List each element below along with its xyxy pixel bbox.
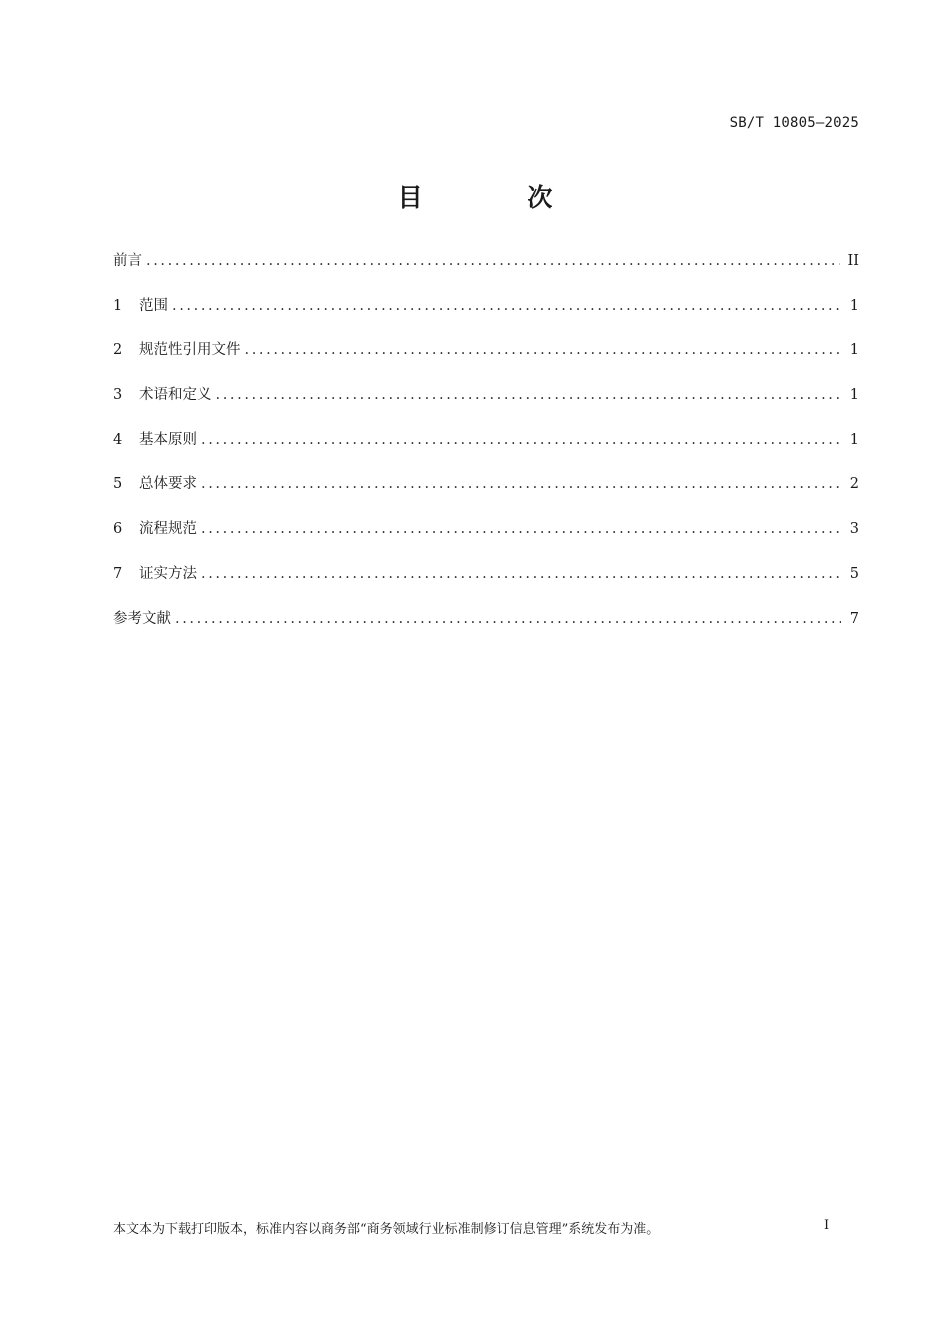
toc-entry-page: 7 — [849, 610, 859, 627]
toc-entry-page: 3 — [849, 521, 859, 538]
toc-entry-label: 规范性引用文件 — [139, 342, 241, 359]
toc-entry-page: 2 — [849, 476, 859, 493]
toc-entry-page: 1 — [849, 342, 859, 359]
toc-dot-leader — [216, 387, 842, 403]
toc-entry-number: 4 — [113, 431, 123, 448]
toc-entry-page: 5 — [849, 565, 859, 582]
toc-entry-normative-references[interactable] — [113, 338, 859, 383]
toc-entry-number: 5 — [113, 476, 123, 493]
toc-entry-page: 1 — [849, 431, 859, 448]
toc-entry-page: II — [847, 253, 859, 269]
toc-entry-label: 流程规范 — [139, 521, 197, 538]
toc-entry-basic-principles[interactable] — [113, 428, 859, 473]
toc-entry-terms-definitions[interactable] — [113, 383, 859, 428]
toc-entry-label: 总体要求 — [139, 476, 197, 493]
footer-disclaimer: 本文本为下载打印版本，标准内容以商务部“商务领域行业标准制修订信息管理”系统发布为准。 — [113, 1222, 660, 1237]
toc-entry-label: 范围 — [139, 297, 168, 314]
toc-dot-leader — [201, 476, 841, 492]
toc-entry-bibliography[interactable] — [113, 607, 859, 652]
toc-entry-foreword[interactable] — [113, 249, 859, 294]
toc-entry-label: 前言 — [113, 253, 142, 269]
toc-entry-scope[interactable] — [113, 294, 859, 339]
toc-dot-leader — [146, 253, 840, 269]
toc-entry-page: 1 — [849, 297, 859, 314]
toc-dot-leader — [245, 342, 842, 358]
toc-entry-number: 2 — [113, 342, 123, 359]
toc-entry-page: 1 — [849, 387, 859, 404]
toc-list — [113, 249, 859, 651]
toc-entry-number: 7 — [113, 565, 123, 582]
standard-number: SB/T 10805—2025 — [729, 115, 859, 131]
toc-entry-number: 6 — [113, 521, 123, 538]
toc-entry-verification-methods[interactable] — [113, 562, 859, 607]
toc-dot-leader — [172, 298, 841, 314]
toc-dot-leader — [201, 521, 841, 537]
toc-entry-general-requirements[interactable] — [113, 472, 859, 517]
toc-entry-number: 3 — [113, 387, 123, 404]
toc-title: 目 次 — [397, 183, 601, 212]
toc-dot-leader — [175, 611, 841, 627]
toc-entry-label: 参考文献 — [113, 610, 171, 627]
toc-entry-process-specification[interactable] — [113, 517, 859, 562]
toc-entry-label: 基本原则 — [139, 431, 197, 448]
toc-dot-leader — [201, 432, 841, 448]
toc-dot-leader — [201, 566, 841, 582]
toc-entry-label: 证实方法 — [139, 565, 197, 582]
toc-entry-label: 术语和定义 — [139, 387, 212, 404]
toc-entry-number: 1 — [113, 297, 123, 314]
footer-page-number: I — [824, 1218, 830, 1233]
